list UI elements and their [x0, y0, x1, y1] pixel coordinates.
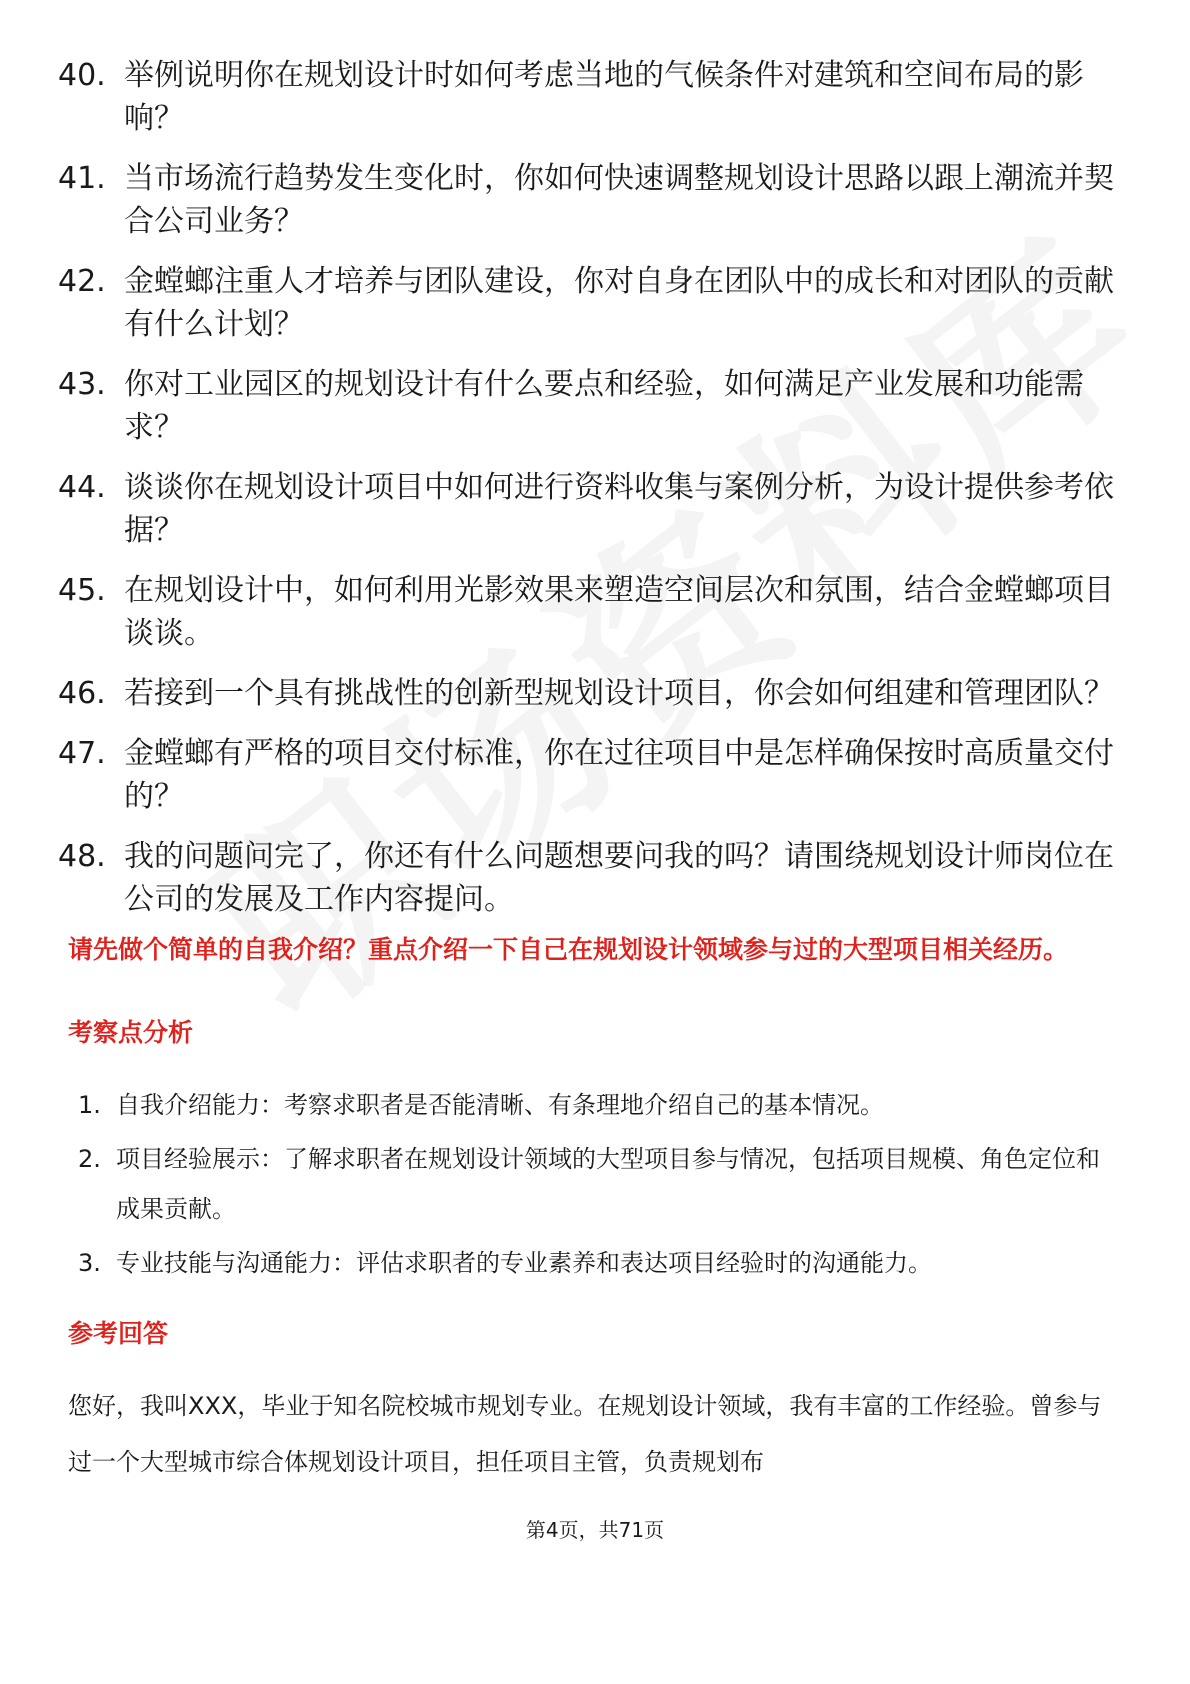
question-number: 47. — [58, 736, 106, 771]
point-number: 2. — [78, 1145, 101, 1173]
answer-text: 您好，我叫XXX，毕业于知名院校城市规划专业。在规划设计领域，我有丰富的工作经验。曾参与过一个大型城市综合体规划设计项目，担任项目主管，负责规划布 — [68, 1392, 1102, 1476]
question-number: 48. — [58, 839, 106, 874]
question-item — [58, 835, 1118, 921]
point-number: 1. — [78, 1091, 101, 1119]
question-number: 45. — [58, 573, 106, 608]
analysis-heading: 考察点分析 — [68, 1018, 194, 1047]
question-item — [58, 157, 1118, 243]
question-number: 41. — [58, 161, 106, 196]
question-text: 若接到一个具有挑战性的创新型规划设计项目，你会如何组建和管理团队？ — [124, 676, 1114, 711]
point-number: 3. — [78, 1249, 101, 1277]
point-text: 自我介绍能力：考察求职者是否能清晰、有条理地介绍自己的基本情况。 — [116, 1091, 884, 1119]
question-number: 40. — [58, 58, 106, 93]
answer-heading: 参考回答 — [68, 1319, 169, 1348]
question-number: 42. — [58, 264, 106, 299]
point-text: 专业技能与沟通能力：评估求职者的专业素养和表达项目经验时的沟通能力。 — [116, 1249, 932, 1277]
analysis-points — [78, 1080, 1118, 1292]
question-text: 我的问题问完了，你还有什么问题想要问我的吗？请围绕规划设计师岗位在公司的发展及工作内容提问。 — [124, 839, 1114, 917]
question-item — [58, 732, 1118, 818]
question-item — [58, 54, 1118, 140]
analysis-point — [78, 1134, 1118, 1234]
question-text: 当市场流行趋势发生变化时，你如何快速调整规划设计思路以跟上潮流并契合公司业务？ — [124, 161, 1114, 239]
question-text: 谈谈你在规划设计项目中如何进行资料收集与案例分析，为设计提供参考依据？ — [124, 470, 1114, 548]
question-item — [58, 569, 1118, 655]
analysis-point — [78, 1080, 1118, 1130]
question-text: 金螳螂有严格的项目交付标准，你在过往项目中是怎样确保按时高质量交付的？ — [124, 736, 1114, 814]
question-item — [58, 466, 1118, 552]
question-text: 在规划设计中，如何利用光影效果来塑造空间层次和氛围，结合金螳螂项目谈谈。 — [124, 573, 1114, 651]
question-text: 举例说明你在规划设计时如何考虑当地的气候条件对建筑和空间布局的影响？ — [124, 58, 1084, 136]
point-text: 项目经验展示：了解求职者在规划设计领域的大型项目参与情况，包括项目规模、角色定位和成果贡献。 — [116, 1145, 1100, 1223]
question-list — [58, 54, 1118, 938]
question-number: 43. — [58, 367, 106, 402]
question-item — [58, 363, 1118, 449]
question-text: 你对工业园区的规划设计有什么要点和经验，如何满足产业发展和功能需求？ — [124, 367, 1084, 445]
page-number: 第4页，共71页 — [525, 1518, 665, 1542]
question-item — [58, 672, 1118, 715]
analysis-point — [78, 1238, 1118, 1288]
question-number: 46. — [58, 676, 106, 711]
question-number: 44. — [58, 470, 106, 505]
question-item — [58, 260, 1118, 346]
highlight-question: 请先做个简单的自我介绍？重点介绍一下自己在规划设计领域参与过的大型项目相关经历。 — [68, 935, 1069, 964]
question-text: 金螳螂注重人才培养与团队建设，你对自身在团队中的成长和对团队的贡献有什么计划？ — [124, 264, 1114, 342]
